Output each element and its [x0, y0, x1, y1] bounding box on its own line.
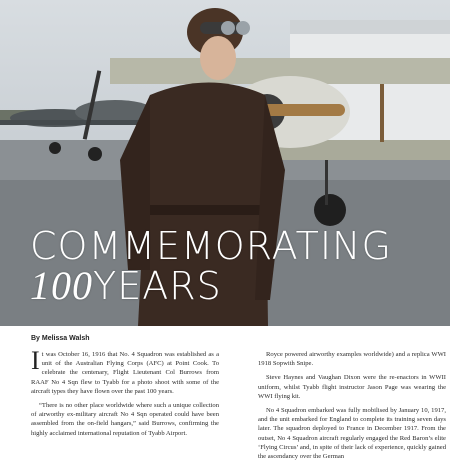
article-column-left [31, 350, 219, 460]
headline-number: 100 [30, 263, 93, 308]
article-paragraph: Steve Haynes and Vaughan Dixon were the re-enactors in WWII uniform, whilst Tyabb flight instructor Jason Page was wearing the WWI flying kit. [258, 374, 446, 400]
drop-cap: I [31, 350, 40, 375]
byline: By Melissa Walsh [31, 335, 90, 342]
article-paragraph [31, 350, 219, 396]
headline-line1: COMMEMORATING [30, 224, 392, 268]
headline-line2 [30, 263, 392, 308]
paragraph-text: t was October 16, 1916 that No. 4 Squadron was established as a unit of the Australian Flying Corps (AFC) at Point Cook. To celebrate the centenary, Flight Lieutenant Col Burrows from RAAF No 4 Sqn flew to Tyabb for a photo shoot with some of the aircraft types they have flown over the past 100 years. [31, 351, 219, 395]
headline-word: YEARS [93, 264, 222, 308]
headline [30, 226, 392, 306]
article-column-right [258, 350, 446, 460]
article-paragraph: No 4 Squadron embarked was fully mobilised by January 10, 1917, and the unit embarked for England to complete its training seven days later. The squadron deployed to France in December 1917. From the outset, No 4 Squadron aircraft regularly engaged the Red Baron’s elite ‘Flying Circus’ and, in spite of their lack of experience, quickly gained the ascendancy over the German [258, 407, 446, 460]
article-paragraph: Royce powered airworthy examples worldwide) and a replica WWI 1918 Sopwith Snipe. [258, 351, 446, 368]
article-paragraph: “There is no other place worldwide where such a unique collection of airworthy ex-military aircraft No 4 Sqn operated could have been assembled from the on-field hangars,” said Burrows, confirming the highly acclaimed international reputation of Tyabb Airport. [31, 402, 219, 437]
